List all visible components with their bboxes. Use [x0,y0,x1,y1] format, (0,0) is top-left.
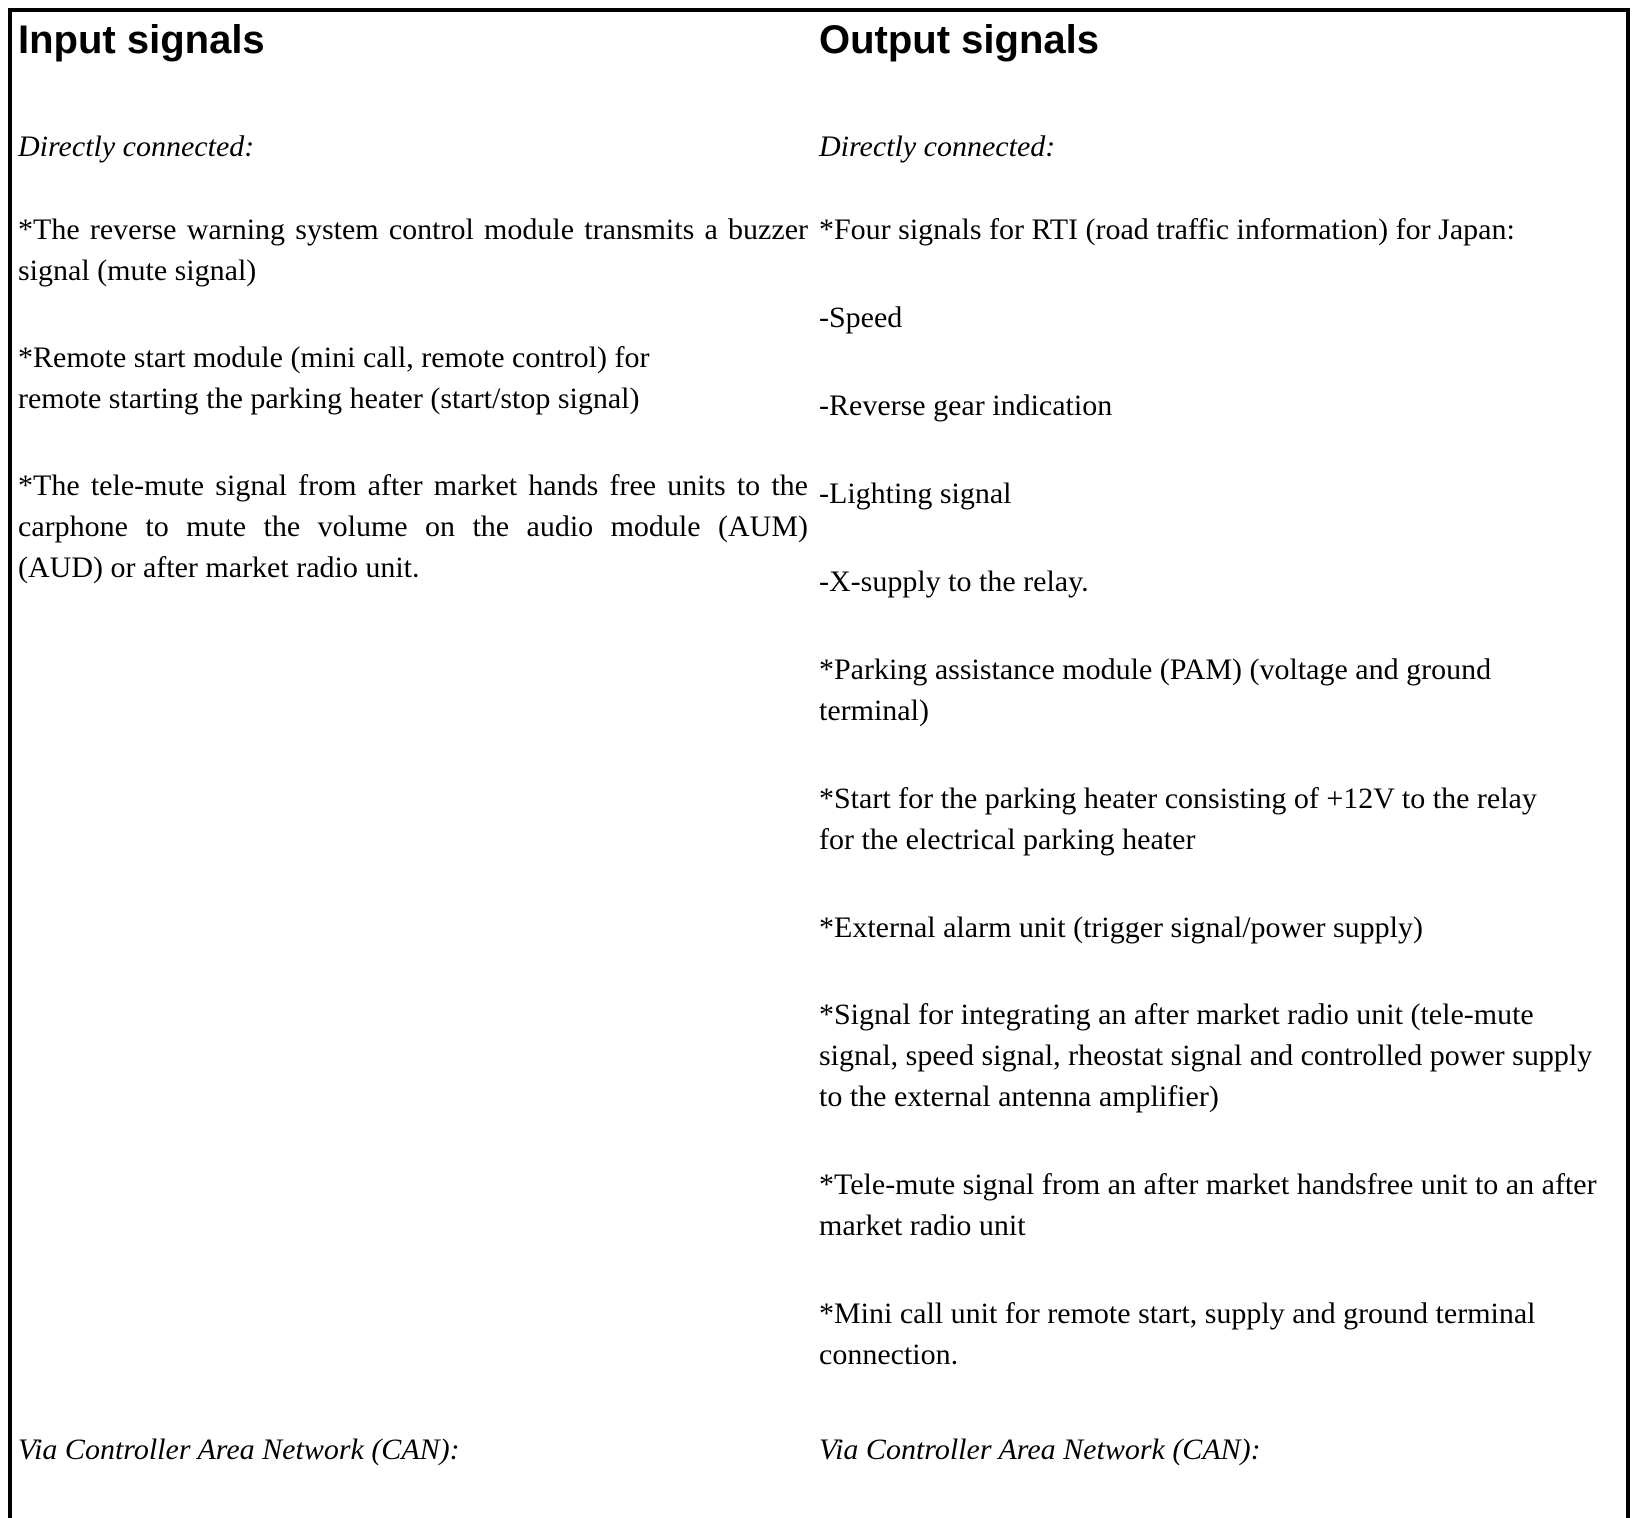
output-subitem: -Reverse gear indication [819,389,1113,422]
output-item: *Tele-mute signal from an after market handsfree unit to an after market radio unit [819,1168,1597,1242]
output-item: *Signal for integrating an after market radio unit (tele-mute signal, speed signal, rheostat signal and controlled power supply to the external antenna amplifier) [819,998,1593,1113]
output-item: *External alarm unit (trigger signal/power supply) [819,911,1423,944]
output-direct-label: Directly connected: [819,130,1056,163]
output-can-label: Via Controller Area Network (CAN): [819,1433,1261,1466]
output-signals-heading: Output signals [819,18,1099,62]
output-item: *Four signals for RTI (road traffic information) for Japan: [819,213,1515,246]
input-can-label: Via Controller Area Network (CAN): [18,1433,460,1466]
input-direct-label: Directly connected: [18,130,255,163]
signals-table [8,8,1630,1518]
output-item: *Start for the parking heater consisting of +12V to the relay for the electrical parking heater [819,782,1537,856]
output-item: *Mini call unit for remote start, supply and ground terminal connection. [819,1297,1536,1371]
input-item: *The reverse warning system control module transmits a buzzer signal (mute signal) [18,213,808,287]
input-item: *The tele-mute signal from after market hands free units to the carphone to mute the volume on the audio module (AUM) (AUD) or after market radio unit. [18,469,808,584]
input-item: *Remote start module (mini call, remote control) for remote starting the parking heater (start/stop signal) [18,341,650,415]
output-subitem: -Lighting signal [819,477,1012,510]
input-signals-heading: Input signals [18,18,265,62]
output-subitem: -Speed [819,301,903,334]
output-subitem: -X-supply to the relay. [819,565,1089,598]
output-item: *Parking assistance module (PAM) (voltage and ground terminal) [819,653,1492,727]
